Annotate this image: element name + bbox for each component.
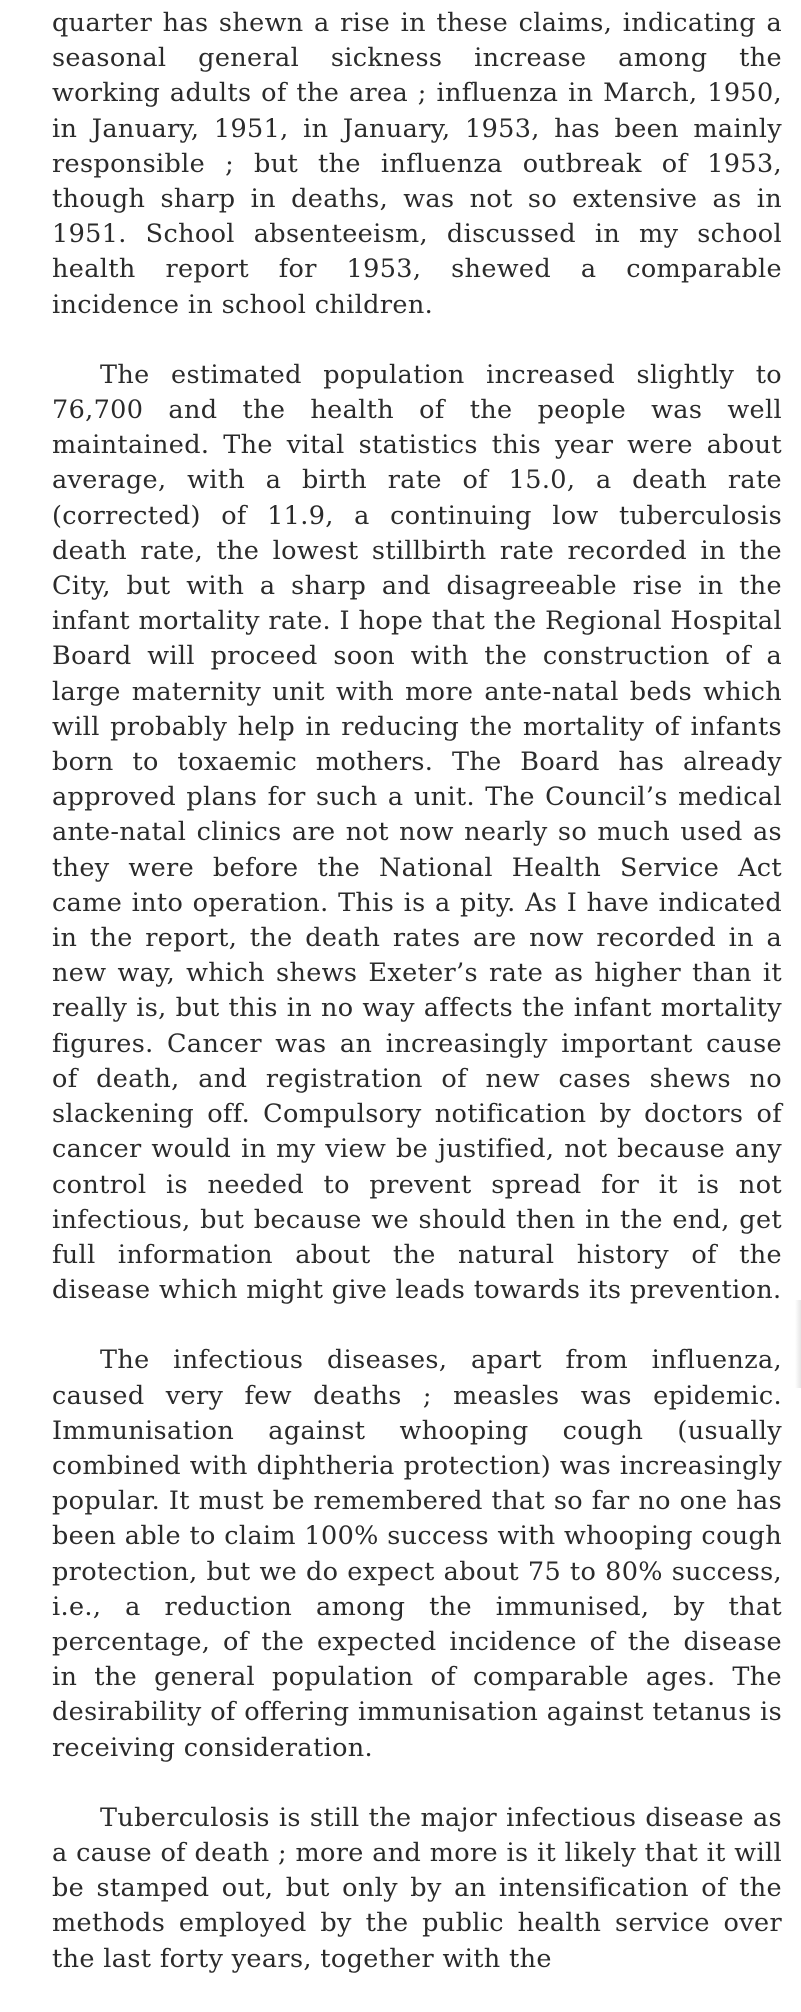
- report-text-column: [52, 6, 782, 2012]
- paragraph-tuberculosis: Tuberculosis is still the major infectious disease as a cause of death ; more and more is it likely that it will be stamped out, but only by an intensification of the methods employed by the public health service over the last forty years, together with the: [52, 1802, 782, 1974]
- paragraph-seasonal-sickness: quarter has shewn a rise in these claims, indicating a seasonal general sickness increase among the working adults of the area ; influenza in March, 1950, in January, 1951, in January, 1953, has been mainly responsible ; but the influenza outbreak of 1953, though sharp in deaths, was not so extensive as in 1951. School absenteeism, discussed in my school health report for 1953, shewed a comparable incidence in school children.: [52, 8, 782, 320]
- paragraph-population-vital-statistics: The estimated population increased slightly to 76,700 and the health of the people was well maintained. The vital statistics this year were about average, with a birth rate of 15.0, a death rate (corrected) of 11.9, a continuing low tuberculosis death rate, the lowest stillbirth rate recorded in the City, but with a sharp and disagreeable rise in the infant mortality rate. I hope that the Regional Hospital Board will proceed soon with the construction of a large maternity unit with more ante-natal beds which will probably help in reducing the mortality of infants born to toxaemic mothers. The Board has already approved plans for such a unit. The Council’s medical ante-natal clinics are not now nearly so much used as they were before the National Health Service Act came into operation. This is a pity. As I have indicated in the report, the death rates are now recorded in a new way, which shews Exeter’s rate as higher than it really is, but this in no way affects the infant mortality figures. Cancer was an increasingly important cause of death, and registration of new cases shews no slackening off. Compulsory notification by doctors of cancer would in my view be justified, not because any control is needed to prevent spread for it is not infectious, but because we should then in the end, get full information about the natural history of the disease which might give leads towards its prevention.: [52, 359, 782, 1306]
- paragraph-infectious-diseases: The infectious diseases, apart from influenza, caused very few deaths ; measles was epidemic. Immunisation against whooping cough (usually combined with diphtheria protection) was increasingly popular. It must be remembered that so far no one has been able to claim 100% success with whooping cough protection, but we do expect about 75 to 80% success, i.e., a reduction among the immunised, by that percentage, of the expected incidence of the disease in the general population of comparable ages. The desirability of offering immunisation against tetanus is receiving consideration.: [52, 1345, 782, 1763]
- scan-edge-shadow: [795, 1300, 801, 1388]
